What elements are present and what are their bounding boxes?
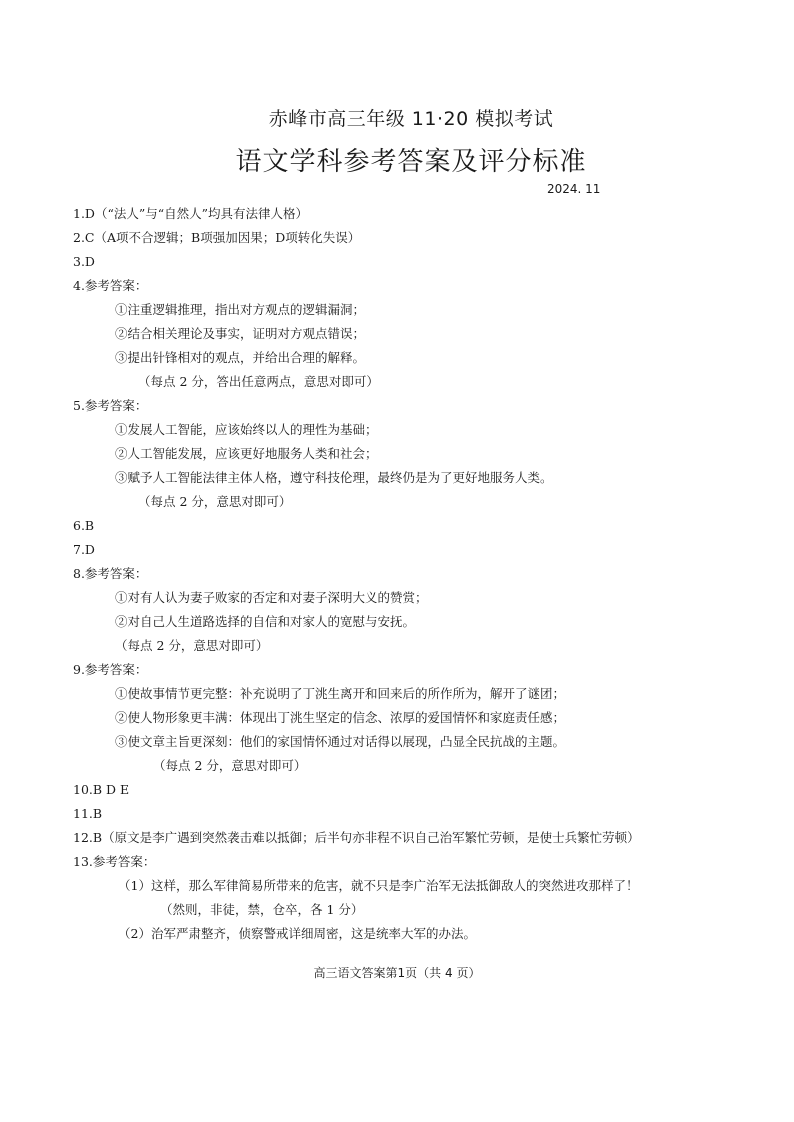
page-footer: 高三语文答案第1页（共 4 页）	[313, 966, 481, 980]
answer-line: ①发展人工智能，应该始终以人的理性为基础；	[115, 422, 378, 437]
answer-line: ③赋予人工智能法律主体人格，遵守科技伦理，最终仍是为了更好地服务人类。	[115, 470, 553, 485]
answer-line: ①对有人认为妻子败家的否定和对妻子深明大义的赞赏；	[115, 590, 428, 605]
scoring-note: （每点 2 分，意思对即可）	[138, 494, 292, 509]
scoring-note: （每点 2 分，意思对即可）	[115, 638, 269, 653]
document-title: 语文学科参考答案及评分标准	[235, 147, 587, 177]
answer-line: 11.B	[73, 806, 103, 821]
answer-line: ③提出针锋相对的观点，并给出合理的解释。	[115, 350, 366, 365]
answer-line: （2）治军严肃整齐，侦察警戒详细周密，这是统率大军的办法。	[118, 926, 476, 941]
document-date: 2024. 11	[547, 182, 601, 196]
answer-line: 7.D	[73, 542, 95, 557]
answer-line: ②结合相关理论及事实，证明对方观点错误；	[115, 326, 366, 341]
answer-line: 1.D（“法人”与“自然人”均具有法律人格）	[73, 206, 309, 221]
answer-line: 12.B（原文是李广遇到突然袭击难以抵御；后半句亦非程不识自己治军繁忙劳顿，是使士兵繁忙劳顿）	[73, 830, 640, 845]
answer-line: 9.参考答案：	[73, 662, 148, 677]
exam-title: 赤峰市高三年级 11·20 模拟考试	[268, 108, 554, 130]
answer-line: ①注重逻辑推理，指出对方观点的逻辑漏洞；	[115, 302, 366, 317]
answer-line: 2.C（A项不合逻辑；B项强加因果；D项转化失误）	[73, 230, 361, 245]
answer-line: ②人工智能发展，应该更好地服务人类和社会；	[115, 446, 378, 461]
answer-line: ②使人物形象更丰满：体现出丁洮生坚定的信念、浓厚的爱国情怀和家庭责任感；	[115, 710, 566, 725]
answer-line: 4.参考答案：	[73, 278, 148, 293]
answer-line: 10.B D E	[73, 782, 130, 797]
answer-line: （1）这样，那么军律简易所带来的危害，就不只是李广治军无法抵御敌人的突然进攻那样了！	[118, 878, 639, 893]
answer-line: 8.参考答案：	[73, 566, 148, 581]
scoring-note: （然则，非徒，禁，仓卒，各 1 分）	[160, 902, 364, 917]
scoring-note: （每点 2 分，意思对即可）	[153, 758, 307, 773]
answer-line: 3.D	[73, 254, 95, 269]
answer-line: 13.参考答案：	[73, 854, 156, 869]
answer-line: 6.B	[73, 518, 95, 533]
answer-line: ②对自己人生道路选择的自信和对家人的宽慰与安抚。	[115, 614, 416, 629]
answer-line: ①使故事情节更完整：补充说明了丁洮生离开和回来后的所作所为，解开了谜团；	[115, 686, 566, 701]
scoring-note: （每点 2 分，答出任意两点，意思对即可）	[138, 374, 379, 389]
answer-line: ③使文章主旨更深刻：他们的家国情怀通过对话得以展现，凸显全民抗战的主题。	[115, 734, 566, 749]
answer-line: 5.参考答案：	[73, 398, 148, 413]
